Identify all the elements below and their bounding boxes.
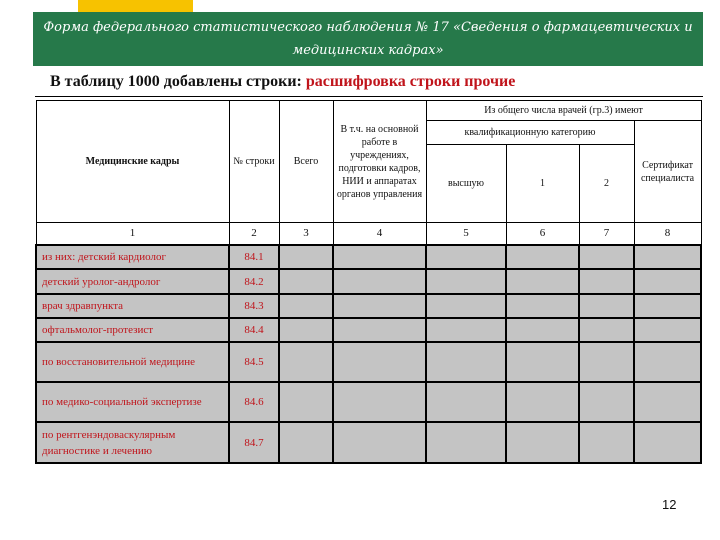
data-cell[interactable] — [506, 342, 579, 382]
data-cell[interactable] — [333, 342, 426, 382]
column-number: 8 — [634, 223, 701, 246]
row-name: детский уролог-андролог — [36, 269, 229, 294]
data-cell[interactable] — [506, 422, 579, 463]
data-cell[interactable] — [333, 422, 426, 463]
data-cell[interactable] — [279, 269, 333, 294]
data-cell[interactable] — [426, 318, 506, 342]
data-cell[interactable] — [426, 382, 506, 422]
row-code: 84.2 — [229, 269, 279, 294]
data-cell[interactable] — [426, 245, 506, 269]
table-row — [36, 342, 701, 382]
table-row — [36, 422, 701, 463]
data-cell[interactable] — [279, 382, 333, 422]
column-number: 3 — [279, 223, 333, 246]
column-number: 1 — [36, 223, 229, 246]
title-line-1: Форма федерального статистического наблюдения № 17 «Сведения о фармацевтических и — [43, 20, 693, 35]
data-cell[interactable] — [579, 342, 634, 382]
column-number: 2 — [229, 223, 279, 246]
data-cell[interactable] — [634, 294, 701, 318]
staff-table — [35, 100, 702, 464]
row-name: из них: детский кардиолог — [36, 245, 229, 269]
data-cell[interactable] — [333, 294, 426, 318]
row-name: по рентгенэндоваскулярным диагностике и лечению — [36, 422, 229, 463]
row-name: врач здравпункта — [36, 294, 229, 318]
data-cell[interactable] — [426, 342, 506, 382]
table-row — [36, 245, 701, 269]
row-code: 84.6 — [229, 382, 279, 422]
data-cell[interactable] — [634, 342, 701, 382]
column-number: 6 — [506, 223, 579, 246]
data-cell[interactable] — [279, 294, 333, 318]
column-numbers-row — [36, 223, 701, 246]
data-cell[interactable] — [506, 269, 579, 294]
subtitle-prefix: В таблицу 1000 добавлены строки: — [50, 73, 306, 90]
slide-number: 12 — [662, 497, 677, 512]
header-medical-staff: Медицинские кадры — [36, 101, 229, 223]
row-code: 84.3 — [229, 294, 279, 318]
data-cell[interactable] — [634, 318, 701, 342]
data-cell[interactable] — [506, 318, 579, 342]
data-cell[interactable] — [506, 245, 579, 269]
subtitle-highlight: расшифровка строки прочие — [305, 73, 516, 90]
header-first: 1 — [506, 145, 579, 223]
divider — [35, 96, 703, 97]
row-code: 84.4 — [229, 318, 279, 342]
data-cell[interactable] — [634, 269, 701, 294]
data-cell[interactable] — [579, 269, 634, 294]
row-name: по медико-социальной экспертизе — [36, 382, 229, 422]
data-cell[interactable] — [279, 342, 333, 382]
column-number: 4 — [333, 223, 426, 246]
table-row — [36, 382, 701, 422]
data-cell[interactable] — [333, 318, 426, 342]
table-row — [36, 269, 701, 294]
header-subgroup: квалификационную категорию — [426, 121, 634, 145]
column-number: 5 — [426, 223, 506, 246]
data-cell[interactable] — [579, 294, 634, 318]
header-main-job: В т.ч. на основной работе в учреждениях, подготовки кадров, НИИ и аппаратах органов управления — [333, 101, 426, 223]
title-line-2: медицинских кадрах» — [292, 43, 444, 58]
data-cell[interactable] — [279, 318, 333, 342]
row-name: по восстановительной медицине — [36, 342, 229, 382]
data-cell[interactable] — [333, 382, 426, 422]
title-banner — [33, 12, 703, 66]
table-row — [36, 294, 701, 318]
data-cell[interactable] — [426, 294, 506, 318]
header-total: Всего — [279, 101, 333, 223]
data-cell[interactable] — [426, 422, 506, 463]
row-code: 84.5 — [229, 342, 279, 382]
data-cell[interactable] — [506, 382, 579, 422]
header-second: 2 — [579, 145, 634, 223]
data-cell[interactable] — [279, 422, 333, 463]
accent-bar — [78, 0, 193, 12]
table-row — [36, 318, 701, 342]
data-cell[interactable] — [426, 269, 506, 294]
row-name: офтальмолог-протезист — [36, 318, 229, 342]
data-cell[interactable] — [579, 318, 634, 342]
header-group: Из общего числа врачей (гр.3) имеют — [426, 101, 701, 121]
row-code: 84.1 — [229, 245, 279, 269]
header-certificate: Сертификат специалиста — [634, 121, 701, 223]
subtitle — [50, 73, 515, 91]
header-row-number: № строки — [229, 101, 279, 223]
data-cell[interactable] — [634, 422, 701, 463]
column-number: 7 — [579, 223, 634, 246]
data-cell[interactable] — [279, 245, 333, 269]
data-cell[interactable] — [634, 245, 701, 269]
data-cell[interactable] — [579, 245, 634, 269]
data-cell[interactable] — [579, 422, 634, 463]
data-cell[interactable] — [333, 245, 426, 269]
data-cell[interactable] — [506, 294, 579, 318]
data-cell[interactable] — [333, 269, 426, 294]
header-highest: высшую — [426, 145, 506, 223]
data-cell[interactable] — [634, 382, 701, 422]
data-cell[interactable] — [579, 382, 634, 422]
row-code: 84.7 — [229, 422, 279, 463]
